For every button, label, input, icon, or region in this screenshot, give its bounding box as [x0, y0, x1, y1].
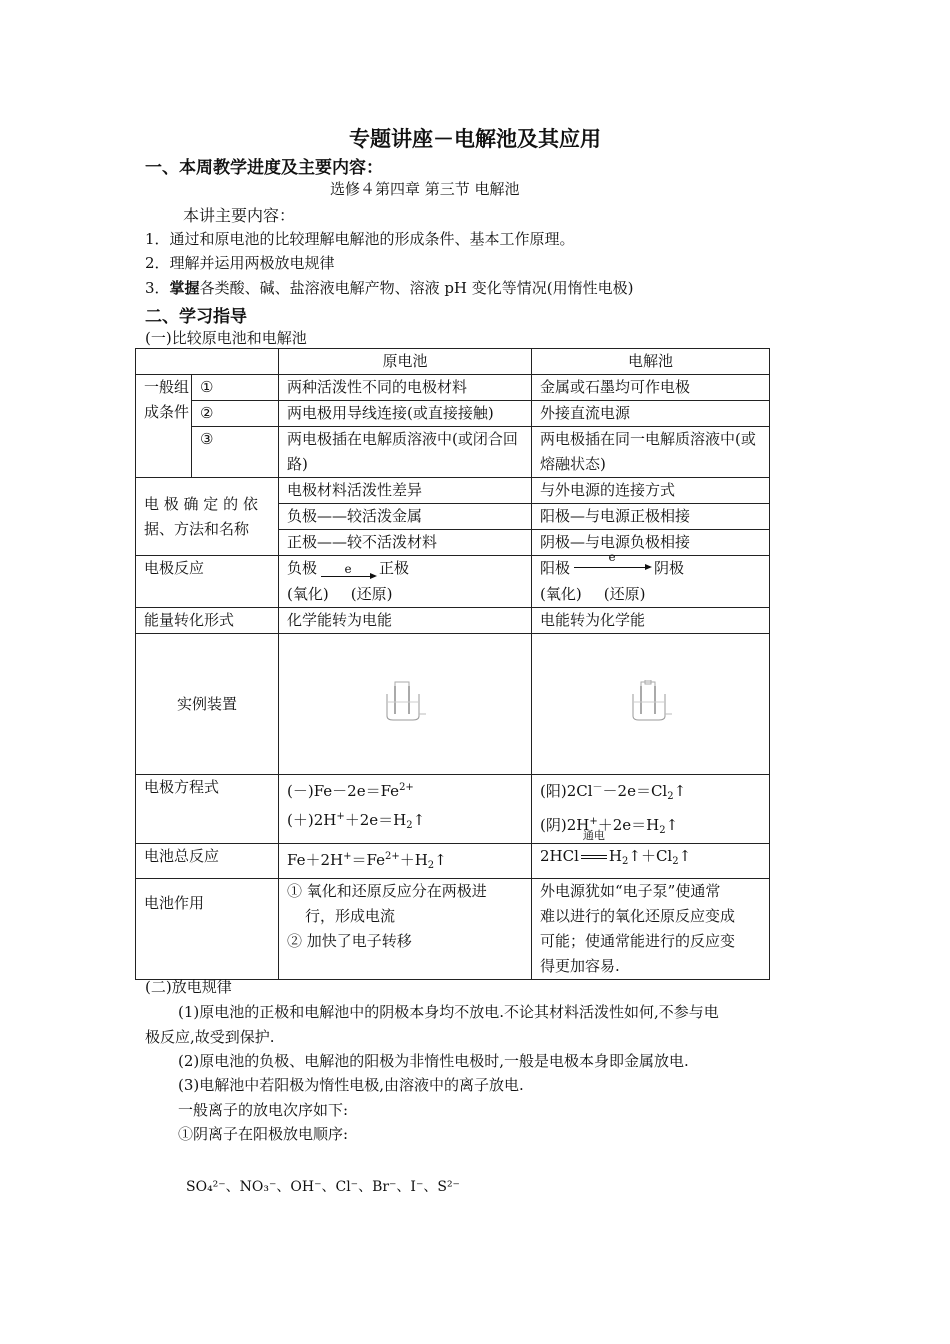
cond-electrolytic: 外接直流电源 — [532, 401, 770, 427]
table-row — [136, 349, 770, 375]
reaction-condition: 通电 — [582, 829, 605, 842]
rule-line: (1)原电池的正极和电解池中的阴极本身均不放电.不论其材料活泼性如何,不参与电 — [178, 1003, 719, 1021]
use-galvanic: ① 氧化和还原反应分在两极进 行，形成电流 ② 加快了电子转移 — [279, 879, 532, 980]
table-row — [136, 478, 770, 504]
sub-heading: 本讲主要内容： — [183, 206, 296, 225]
use-electrolytic: 外电源犹如“电子泵”使通常 难以进行的氧化还原反应变成 可能；使通常能进行的反应变 得更加容易. — [532, 879, 770, 980]
basis-galvanic: 电极材料活泼性差异 — [279, 478, 532, 504]
total-label: 电池总反应 — [136, 844, 279, 879]
basis-electrolytic: 阳极—与电源正极相接 — [532, 504, 770, 530]
energy-label: 能量转化形式 — [136, 608, 279, 634]
section2-heading: 二、学习指导 — [145, 307, 247, 327]
reaction-label: 电极反应 — [136, 556, 279, 608]
reaction-left: 负极 — [287, 559, 318, 577]
device-electrolytic — [532, 634, 770, 775]
col-header-electrolytic: 电解池 — [532, 349, 770, 375]
basis-galvanic: 负极——较活泼金属 — [279, 504, 532, 530]
chapter-line: 选修４第四章 第三节 电解池 — [330, 180, 520, 198]
galvanic-cell-icon — [383, 680, 427, 724]
electron-arrow-icon: e — [570, 556, 654, 582]
rule-line: (3)电解池中若阳极为惰性电极,由溶液中的离子放电. — [178, 1076, 524, 1094]
basis-electrolytic: 阴极—与电源负极相接 — [532, 530, 770, 556]
page-title: 专题讲座－电解池及其应用 — [349, 127, 601, 151]
table-row — [136, 556, 770, 608]
rule-line: ①阴离子在阳极放电顺序: — [178, 1125, 349, 1143]
content-item-2: 2．理解并运用两极放电规律 — [145, 254, 335, 272]
reaction-left: 阳极 — [540, 559, 571, 577]
cond-galvanic: 两电极插在电解质溶液中(或闭合回路) — [279, 427, 532, 478]
cond-electrolytic: 金属或石墨均可作电极 — [532, 375, 770, 401]
table-row — [136, 401, 770, 427]
energy-electrolytic: 电能转为化学能 — [532, 608, 770, 634]
reaction-electrolytic — [532, 550, 770, 608]
discharge-heading: (二)放电规律 — [145, 978, 232, 996]
cond-label: 一般组成条件 — [136, 375, 192, 478]
cond-num: ① — [192, 375, 279, 401]
equation-label: 电极方程式 — [136, 775, 279, 844]
basis-galvanic: 正极——较不活泼材料 — [279, 530, 532, 556]
reaction-right2: (还原) — [350, 585, 393, 603]
table-row — [136, 844, 770, 879]
equation-galvanic: $(-)Fe-2e=Fe^{2+}$ $(+)2H^++2e=H_2↑$ — [279, 775, 532, 844]
reaction-right: 阴极 — [654, 559, 685, 577]
cond-galvanic: 两电极用导线连接(或直接接触) — [279, 401, 532, 427]
cond-num: ② — [192, 401, 279, 427]
cond-electrolytic: 两电极插在同一电解质溶液中(或熔融状态) — [532, 427, 770, 478]
basis-label: 电 极 确 定 的 依据、方法和名称 — [136, 478, 279, 556]
table-row — [136, 879, 770, 980]
total-electrolytic: 2HCl 通电 $H_2↑+Cl_2↑$ — [532, 844, 770, 879]
content-item-1: 1．通过和原电池的比较理解电解池的形成条件、基本工作原理。 — [145, 230, 575, 248]
rule-line: (2)原电池的负极、电解池的阳极为非惰性电极时,一般是电极本身即金属放电. — [178, 1052, 689, 1070]
table-row — [136, 775, 770, 844]
reaction-right: 正极 — [379, 559, 410, 577]
table-row — [136, 375, 770, 401]
reaction-left2: (氧化) — [287, 585, 329, 603]
reaction-right2: (还原) — [603, 585, 646, 603]
rule-line: 极反应,故受到保护. — [145, 1028, 275, 1046]
content-item-3: 3．掌握各类酸、碱、盐溶液电解产物、溶液 pH 变化等情况(用惰性电极) — [145, 279, 634, 297]
reaction-left2: (氧化) — [540, 585, 582, 603]
basis-electrolytic: 与外电源的连接方式 — [532, 478, 770, 504]
total-galvanic: $Fe+2H^+=Fe^{2+}+H_2↑$ — [279, 844, 532, 879]
electrolytic-cell-icon — [629, 680, 673, 724]
table-row — [136, 608, 770, 634]
table-row — [136, 634, 770, 775]
cond-num: ③ — [192, 427, 279, 478]
equation-electrolytic: (阳)$2Cl^--2e=Cl_2↑$ (阴)$2H^++2e=H_2↑$ — [532, 775, 770, 844]
electron-arrow-icon: e — [317, 556, 379, 582]
energy-galvanic: 化学能转为电能 — [279, 608, 532, 634]
compare-caption: (一)比较原电池和电解池 — [145, 329, 307, 347]
device-label: 实例装置 — [136, 634, 279, 775]
col-header-galvanic: 原电池 — [279, 349, 532, 375]
table-row — [136, 427, 770, 478]
rule-line: 一般离子的放电次序如下: — [178, 1101, 349, 1119]
anion-order: SO₄²⁻、NO₃⁻、OH⁻、Cl⁻、Br⁻、I⁻、S²⁻ — [186, 1179, 460, 1195]
cond-galvanic: 两种活泼性不同的电极材料 — [279, 375, 532, 401]
emphasis-text: 掌握 — [169, 279, 200, 297]
use-label: 电池作用 — [136, 879, 279, 980]
comparison-table — [135, 348, 770, 980]
device-galvanic — [279, 634, 532, 775]
reaction-galvanic — [279, 556, 532, 608]
section1-heading: 一、本周教学进度及主要内容： — [145, 158, 383, 178]
